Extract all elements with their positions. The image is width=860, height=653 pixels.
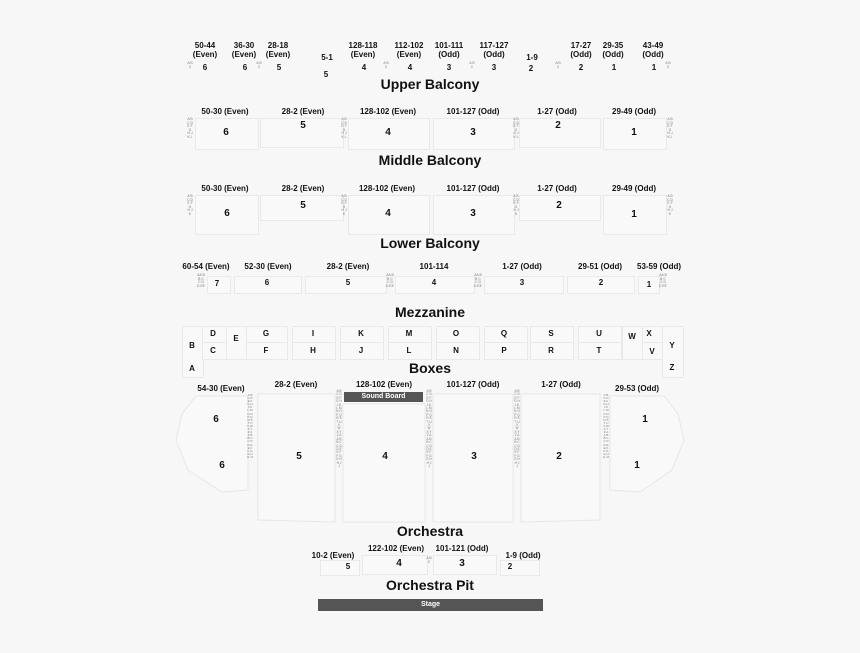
section-title-orchestra-pit: Orchestra Pit: [386, 577, 474, 593]
orch-block-6-left: [176, 396, 248, 492]
box-Q[interactable]: Q: [500, 329, 508, 338]
sound-board: Sound Board: [344, 392, 423, 402]
pit-section-2[interactable]: 2: [507, 562, 513, 571]
pit-block-4[interactable]: [362, 555, 428, 575]
ub-section-2[interactable]: 2: [578, 63, 584, 72]
ub-header-29-35: 29-35 (Odd): [602, 41, 624, 60]
mb-header-1-27: 1-27 (Odd): [537, 107, 577, 116]
or-row-letters: A B C D E F G H J K L M N O P Q R S T U V W X Y Z AA BB CC DD EE FF GG HH JJ: [426, 389, 432, 468]
ub-section-5[interactable]: 5: [276, 63, 282, 72]
mb-row-letters: A B C D E F G H J K L: [341, 117, 347, 139]
mb-row-letters: A B C D E F G H J K L: [513, 117, 519, 139]
box-X[interactable]: X: [646, 329, 652, 338]
box-B[interactable]: B: [189, 341, 195, 350]
or-header-1-27: 1-27 (Odd): [541, 380, 581, 389]
lb-header-50-30: 50-30 (Even): [201, 184, 249, 193]
lb-row-letters: A B C D E F G H J K: [341, 194, 347, 216]
mz-row-letters: AA BB CC DD EE: [386, 273, 394, 288]
mb-row-letters: A B C D E F G H J K L: [667, 117, 673, 139]
ub-row-letters: A B C: [555, 61, 561, 69]
pit-header-1-9: 1-9 (Odd): [505, 551, 541, 560]
mb-header-50-30: 50-30 (Even): [201, 107, 249, 116]
box-F[interactable]: F: [263, 346, 269, 355]
pit-header-122-102: 122-102 (Even): [367, 544, 425, 553]
mb-header-29-49: 29-49 (Odd): [611, 107, 657, 116]
lb-header-29-49: 29-49 (Odd): [611, 184, 657, 193]
lb-header-128-102: 128-102 (Even): [358, 184, 416, 193]
pit-section-4[interactable]: 4: [396, 558, 402, 569]
lb-section-6[interactable]: 6: [224, 208, 230, 219]
mz-header-52-30: 52-30 (Even): [244, 262, 292, 271]
ub-section-5[interactable]: 5: [323, 70, 329, 79]
pit-row-letters: A B C: [426, 556, 432, 564]
mb-header-128-102: 128-102 (Even): [359, 107, 417, 116]
ub-header-50-44: 50-44 (Even): [192, 41, 218, 60]
box-L[interactable]: L: [406, 346, 412, 355]
lb-header-1-27: 1-27 (Odd): [537, 184, 577, 193]
box-O[interactable]: O: [452, 329, 460, 338]
ub-row-letters: A B C: [665, 61, 671, 69]
ub-section-6[interactable]: 6: [202, 63, 208, 72]
box-H[interactable]: H: [310, 346, 316, 355]
section-title-orchestra: Orchestra: [396, 523, 464, 539]
or-section-1-lower[interactable]: 1: [634, 460, 640, 471]
ub-section-1[interactable]: 1: [611, 63, 617, 72]
ub-header-112-102: 112-102 (Even): [394, 41, 424, 60]
ub-header-17-27: 17-27 (Odd): [570, 41, 592, 60]
box-V[interactable]: V: [649, 347, 655, 356]
ub-section-4[interactable]: 4: [361, 63, 367, 72]
mz-header-101-114: 101-114: [419, 262, 449, 271]
mb-section-5[interactable]: 5: [300, 120, 306, 131]
orch-block-1-right: [610, 396, 684, 492]
box-D[interactable]: D: [210, 329, 216, 338]
or-header-29-53: 29-53 (Odd): [614, 384, 660, 393]
or-header-128-102: 128-102 (Even): [355, 380, 413, 389]
box-K[interactable]: K: [358, 329, 364, 338]
box-P[interactable]: P: [501, 346, 507, 355]
mb-header-28-2: 28-2 (Even): [281, 107, 325, 116]
box-I[interactable]: I: [311, 329, 315, 338]
ub-section-3[interactable]: 3: [491, 63, 497, 72]
mz-header-29-51: 29-51 (Odd): [577, 262, 623, 271]
mz-header-60-54: 60-54 (Even): [182, 262, 230, 271]
or-row-letters: A B C D E F G H J K L M N O P Q R S T U V W X Y Z AA BB CC DD EE FF GG HH JJ: [336, 389, 342, 468]
lb-section-2[interactable]: 2: [556, 200, 562, 211]
box-R[interactable]: R: [548, 346, 554, 355]
section-title-boxes: Boxes: [408, 360, 452, 376]
box-E[interactable]: E: [233, 334, 239, 343]
ub-section-6[interactable]: 6: [242, 63, 248, 72]
ub-header-43-49: 43-49 (Odd): [642, 41, 664, 60]
lb-header-28-2: 28-2 (Even): [281, 184, 325, 193]
mz-section-5[interactable]: 5: [345, 278, 351, 287]
or-section-3[interactable]: 3: [471, 451, 477, 462]
box-C[interactable]: C: [210, 346, 216, 355]
mz-row-letters: AA BB CC DD EE: [197, 273, 205, 288]
pit-header-101-121: 101-121 (Odd): [435, 544, 489, 553]
box-J[interactable]: J: [358, 346, 364, 355]
pit-block-2[interactable]: [500, 560, 540, 576]
mb-section-3[interactable]: 3: [470, 127, 476, 138]
or-header-54-30: 54-30 (Even): [197, 384, 245, 393]
section-title-lower-balcony: Lower Balcony: [380, 235, 480, 251]
lb-row-letters: A B C D E F G H J K: [513, 194, 519, 216]
or-header-101-127: 101-127 (Odd): [446, 380, 500, 389]
mz-header-53-59: 53-59 (Odd): [636, 262, 682, 271]
ub-row-letters: A B C: [383, 61, 389, 69]
box-Z[interactable]: Z: [669, 363, 675, 372]
mz-section-4[interactable]: 4: [431, 278, 437, 287]
or-row-letters: A B C D E F G H J K L M N O P Q R S T U V W X Y Z AA BB CC DD EE FF GG HH JJ: [514, 389, 520, 468]
lb-row-letters: A B C D E F G H J K: [667, 194, 673, 216]
ub-header-36-30: 36-30 (Even): [231, 41, 257, 60]
mz-header-28-2: 28-2 (Even): [326, 262, 370, 271]
ub-section-3[interactable]: 3: [446, 63, 452, 72]
lb-section-3[interactable]: 3: [470, 208, 476, 219]
or-section-6-upper[interactable]: 6: [213, 414, 219, 425]
ub-section-1[interactable]: 1: [651, 63, 657, 72]
section-title-mezzanine: Mezzanine: [394, 304, 466, 320]
or-section-2[interactable]: 2: [556, 451, 562, 462]
box-M[interactable]: M: [405, 329, 413, 338]
ub-header-1-9: 1-9: [526, 53, 538, 62]
pit-section-5[interactable]: 5: [345, 562, 351, 571]
mz-section-3[interactable]: 3: [519, 278, 525, 287]
pit-header-10-2: 10-2 (Even): [311, 551, 355, 560]
stage: Stage: [318, 599, 543, 611]
ub-header-128-118: 128-118 (Even): [348, 41, 378, 60]
box-S[interactable]: S: [548, 329, 554, 338]
or-header-28-2: 28-2 (Even): [274, 380, 318, 389]
ub-header-5-1: 5-1: [321, 53, 333, 62]
lb-row-letters: A B C D E F G H J K: [187, 194, 193, 216]
ub-header-28-18: 28-18 (Even): [265, 41, 291, 60]
or-row-letters: A B C D E F G H J K L M N O P Q R S T U V W X Y Z AA BB CC DD EE FF GG HH JJ: [247, 393, 253, 459]
box-U[interactable]: U: [596, 329, 602, 338]
mb-section-4[interactable]: 4: [385, 127, 391, 138]
mz-section-7[interactable]: 7: [214, 279, 220, 288]
or-section-4[interactable]: 4: [382, 451, 388, 462]
or-row-letters: A B C D E F G H J K L M N O P Q R S T U V W X Y Z AA BB CC DD EE FF GG HH JJ: [603, 393, 609, 459]
box-W[interactable]: W: [628, 332, 636, 341]
pit-block-5[interactable]: [320, 560, 360, 576]
pit-section-3[interactable]: 3: [459, 558, 465, 569]
ub-row-letters: A B C: [187, 61, 193, 69]
section-title-upper-balcony: Upper Balcony: [380, 76, 480, 92]
lb-section-1[interactable]: 1: [631, 209, 637, 220]
lb-section-4[interactable]: 4: [385, 208, 391, 219]
mz-row-letters: AA BB CC DD EE: [659, 273, 667, 288]
box-Y[interactable]: Y: [669, 341, 675, 350]
box-T[interactable]: T: [596, 346, 602, 355]
ub-section-2[interactable]: 2: [528, 64, 534, 73]
box-N[interactable]: N: [453, 346, 459, 355]
lb-header-101-127: 101-127 (Odd): [446, 184, 500, 193]
box-G[interactable]: G: [262, 329, 270, 338]
ub-header-101-111: 101-111 (Odd): [434, 41, 464, 60]
box-A[interactable]: A: [189, 364, 195, 373]
orch-block-4: [343, 404, 425, 522]
mb-section-6[interactable]: 6: [223, 127, 229, 138]
mz-section-6[interactable]: 6: [264, 278, 270, 287]
section-title-middle-balcony: Middle Balcony: [378, 152, 482, 168]
or-section-1-upper[interactable]: 1: [642, 414, 648, 425]
lb-section-5[interactable]: 5: [300, 200, 306, 211]
mz-header-1-27: 1-27 (Odd): [502, 262, 542, 271]
mb-header-101-127: 101-127 (Odd): [446, 107, 500, 116]
ub-row-letters: A B C: [256, 61, 262, 69]
mz-section-1[interactable]: 1: [646, 280, 652, 289]
mz-section-2[interactable]: 2: [598, 278, 604, 287]
mz-row-letters: AA BB CC DD EE: [474, 273, 482, 288]
or-section-5[interactable]: 5: [296, 451, 302, 462]
mb-section-1[interactable]: 1: [631, 127, 637, 138]
mb-section-2[interactable]: 2: [555, 120, 561, 131]
ub-section-4[interactable]: 4: [407, 63, 413, 72]
or-section-6-lower[interactable]: 6: [219, 460, 225, 471]
ub-header-117-127: 117-127 (Odd): [479, 41, 509, 60]
mb-row-letters: A B C D E F G H J K L: [187, 117, 193, 139]
ub-row-letters: A B C: [469, 61, 475, 69]
